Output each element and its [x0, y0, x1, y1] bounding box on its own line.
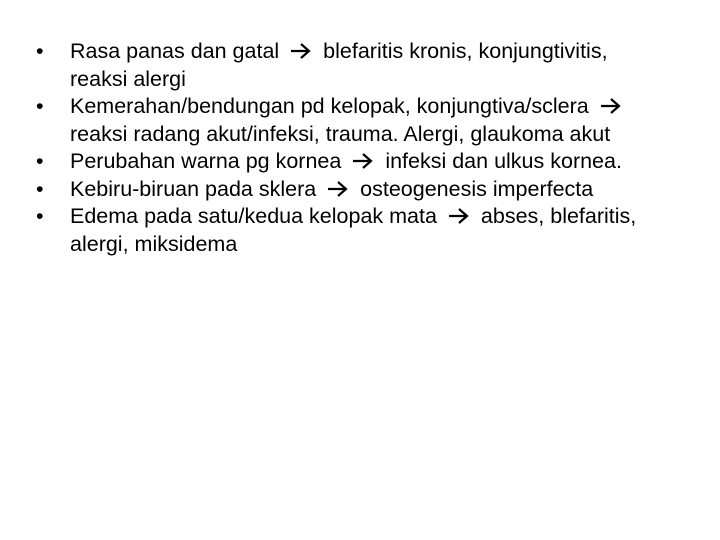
list-item — [36, 93, 656, 148]
list-item — [36, 176, 656, 204]
arrow-right-icon — [289, 41, 313, 61]
bullet-text-after: blefaritis kronis, konjungtivitis, reaksi alergi — [70, 39, 608, 91]
arrow-right-icon — [326, 179, 350, 199]
bullet-text-before: Kebiru-biruan pada sklera — [70, 176, 317, 201]
bullet-dot: • — [36, 39, 44, 63]
arrow-right-icon — [599, 96, 623, 116]
bullet-text-before: Rasa panas dan gatal — [70, 39, 280, 63]
list-item — [36, 148, 656, 176]
bullet-text-after: osteogenesis imperfecta — [360, 176, 594, 201]
bullet-text-before: Kemerahan/bendungan pd kelopak, konjungtiva/sclera — [70, 94, 589, 118]
bullet-text-after: reaksi radang akut/infeksi, trauma. Alergi, glaukoma akut — [70, 121, 611, 146]
bullet-dot: • — [36, 94, 44, 118]
list-item — [36, 203, 656, 258]
bullet-text-after: infeksi dan ulkus kornea. — [385, 149, 622, 173]
list-item — [36, 38, 656, 93]
arrow-right-icon — [447, 206, 471, 226]
bullet-list — [36, 38, 656, 258]
bullet-text-before: Perubahan warna pg kornea — [70, 149, 342, 173]
bullet-text-after: abses, blefaritis, alergi, miksidema — [70, 204, 637, 256]
bullet-text-before: Edema pada satu/kedua kelopak mata — [70, 204, 437, 228]
bullet-dot: • — [36, 204, 44, 228]
bullet-dot: • — [36, 149, 44, 173]
arrow-right-icon — [351, 151, 375, 171]
bullet-dot: • — [36, 176, 44, 201]
